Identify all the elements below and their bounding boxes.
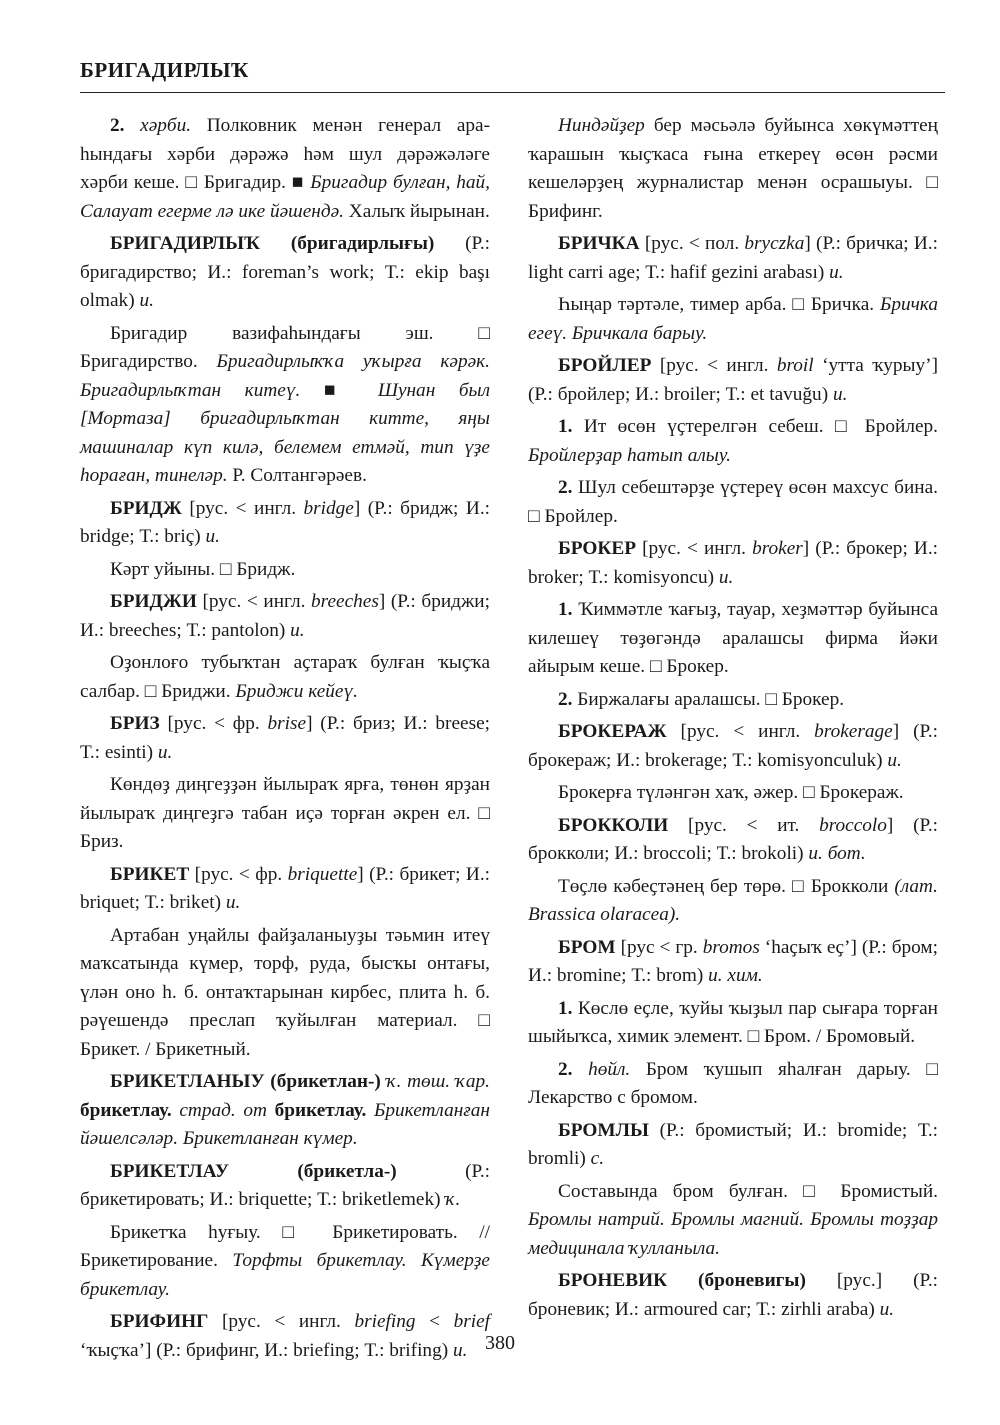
body-text: Кәрт уйыны. □ Бридж.: [110, 558, 296, 580]
dictionary-paragraph: [80, 1219, 490, 1305]
body-text: Оҙонлоғо тубыҡтан аҫтараҡ булған ҡыҫҡа салбар. □ Бриджи.: [80, 652, 490, 702]
body-text: (Р.: брикетировать; И.: briquette; Т.: briketlemek): [80, 1160, 490, 1210]
dictionary-paragraph: [528, 291, 938, 348]
body-text: ] (Р.: брокераж; И.: brokerage; Т.: komisyonculuk): [528, 721, 938, 771]
dictionary-paragraph: [528, 1117, 938, 1174]
body-text: ‘ҡыҫҡа’] (Р.: брифинг, И.: briefing; Т.: brifing): [80, 1339, 453, 1361]
italic-text: briefing: [354, 1311, 416, 1332]
dictionary-paragraph: [80, 649, 490, 706]
body-text: [рус. < ингл.: [196, 591, 312, 612]
body-text: Артабан уңайлы файҙаланыуҙы тәьмин итеү маҡсатында күмер, торф, руда, бысҡы онтағы, үлән оно һ. б. онтаҡтарынан кирбес, плита һ. б. рәүешендә преслап ҡуйылған материал. □ Брикет. / Брикетный.: [80, 924, 490, 1060]
headword: БРОКЕРАЖ: [558, 721, 667, 742]
dictionary-paragraph: [528, 535, 938, 592]
dictionary-paragraph: [528, 230, 938, 287]
italic-text: (лат.: [894, 875, 938, 897]
headword: 2.: [558, 477, 573, 498]
italic-text: и.: [879, 1298, 895, 1320]
page-number: 380: [485, 1332, 515, 1354]
italic-text: brief: [453, 1311, 490, 1332]
headword: 1.: [558, 997, 573, 1019]
body-text: (Р.: бромистый; И.: bromide; Т.: bromli): [528, 1119, 938, 1169]
headword: БРОККОЛИ: [558, 814, 669, 836]
dictionary-paragraph: [80, 1158, 490, 1215]
body-text: Шул себештәрҙе үҫтереү өсөн махсус бина. □ Бройлер.: [528, 477, 938, 527]
dictionary-paragraph: [528, 352, 938, 409]
body-text: бер мәсьәлә буйынса хөкүмәттең ҡарашын ҡыҫҡаса ғына еткереү өсөн рәсми кешеләрҙең журналистар менән осрашыуы. □ Брифинг.: [528, 115, 938, 222]
headword: БРИКЕТЛАНЫУ (брикетлан-): [110, 1071, 381, 1092]
italic-text: Бромлы натрий. Бромлы магний. Бромлы тоҙҙар медицинала ҡулланыла.: [528, 1209, 938, 1259]
dictionary-paragraph: [80, 771, 490, 857]
body-text: ] (Р.: брокер; И.: broker; Т.: komisyoncu): [528, 538, 938, 588]
body-text: Ҡиммәтле ҡағыҙ, тауар, хеҙмәттәр буйынса килешеү төҙөгәндә аралашсы фирма йәки айырым кеше. □ Брокер.: [528, 599, 938, 677]
italic-text: Бройлерҙар һатып алыу.: [528, 444, 731, 466]
italic-text: и. бот.: [808, 843, 866, 864]
italic-text: и.: [157, 741, 173, 763]
body-text: [572, 1059, 588, 1080]
body-text: Халыҡ йырынан.: [343, 200, 490, 222]
dictionary-paragraph: [80, 112, 490, 226]
headword: БРОЙЛЕР: [558, 355, 652, 376]
body-text: Көслө еҫле, ҡуйы ҡыҙыл пар сығара торған шыйыҡса, химик элемент. □ Бром. / Бромовый.: [528, 997, 938, 1047]
headword: БРОМЛЫ: [558, 1119, 649, 1141]
headword: БРИДЖ: [110, 497, 182, 519]
body-text: ] (Р.: брикет; И.: briquet; Т.: briket): [80, 863, 490, 913]
dictionary-paragraph: [528, 779, 938, 808]
body-text: [рус. < ингл.: [636, 538, 753, 559]
italic-text: Шунан был [Мортаза] бригадирлыҡтан китте, яңы машиналар күп килә, белемем етмәй, тип үҙе һораған, тинеләр.: [80, 379, 490, 486]
italic-text: Бригадир булған, һай, Салауат егерме лә ике йәшендә.: [80, 172, 490, 222]
body-text: Ит өсөн үҫтерелгән себеш. □ Бройлер.: [572, 416, 938, 437]
italic-text: bridge: [303, 497, 354, 519]
italic-text: Brassica olaracea).: [528, 904, 681, 925]
dictionary-paragraph: [80, 710, 490, 767]
body-text: [рус. < пол.: [639, 233, 745, 254]
italic-text: и.: [887, 749, 902, 771]
header-rule: [80, 92, 945, 93]
dictionary-paragraph: [528, 1267, 938, 1324]
headword: 1.: [558, 599, 573, 620]
dictionary-paragraph: [528, 596, 938, 682]
body-text: Биржалағы аралашсы. □ Брокер.: [572, 688, 845, 710]
body-text: ] (Р.: брокколи; И.: broccoli; Т.: brokoli): [528, 814, 938, 864]
italic-text: Торфты брикетлау. Күмерҙе брикетлау.: [80, 1250, 490, 1300]
italic-text: хәрби.: [140, 115, 192, 136]
dictionary-paragraph: [80, 922, 490, 1065]
body-text: [рус.] (Р.: броневик; И.: armoured car; Т.: zirhli araba): [528, 1270, 938, 1320]
headword: БРОМ: [558, 936, 616, 958]
dictionary-paragraph: [80, 588, 490, 645]
italic-text: bryczka: [744, 233, 805, 254]
body-text: [рус. < ингл.: [181, 497, 304, 519]
headword: БРИЗ: [110, 713, 160, 734]
italic-text: и.: [205, 526, 220, 547]
headword: 2.: [558, 688, 573, 710]
dictionary-paragraph: [528, 934, 938, 991]
dictionary-paragraph: [528, 995, 938, 1052]
body-text: (Р.: бригадирство; И.: foreman’s work; Т.: ekip başı olmak): [80, 233, 490, 311]
body-text: [366, 1100, 374, 1121]
body-text: Бром ҡушып яһалған дарыу. □ Лекарство с бромом.: [528, 1058, 938, 1108]
italic-text: и.: [290, 619, 305, 641]
headword: БРОКЕР: [558, 538, 637, 559]
body-text: Бригадир вазифаһындағы эш. □ Бригадирство.: [80, 322, 490, 372]
body-text: [рус. < ингл.: [208, 1311, 355, 1332]
headword: БРИЧКА: [558, 233, 640, 254]
headword: брикетлау.: [80, 1099, 172, 1121]
dictionary-paragraph: [528, 112, 938, 226]
left-column: [80, 112, 490, 1369]
italic-text: Бриджи кейеү.: [235, 680, 358, 702]
body-text: ‘утта ҡурыу’] (Р.: бройлер; И.: broiler; Т.: et tavuğu): [528, 355, 938, 405]
headword: брикетлау.: [274, 1099, 367, 1121]
dictionary-paragraph: [528, 718, 938, 775]
body-text: Составында бром булған. □ Бромистый.: [558, 1180, 938, 1202]
italic-text: и. хим.: [708, 965, 763, 986]
dictionary-paragraph: [80, 320, 490, 491]
body-text: ] (Р.: бриджи; И.: breeches; Т.: pantolon): [80, 591, 490, 641]
dictionary-paragraph: [528, 873, 938, 930]
italic-text: broil: [776, 355, 814, 376]
dictionary-paragraph: [528, 413, 938, 470]
body-text: ] (Р.: бриз; И.: breese; Т.: esinti): [80, 713, 490, 763]
italic-text: Брикетланған йәшелсәләр. Брикетланған күмер.: [80, 1099, 490, 1149]
headword: БРИКЕТ: [110, 863, 190, 885]
body-text: Һыңар тәртәле, тимер арба. □ Бричка.: [558, 294, 880, 315]
headword: БРИКЕТЛАУ (брикетла-): [110, 1160, 397, 1182]
headword: БРИФИНГ: [110, 1311, 209, 1332]
italic-text: brise: [267, 713, 307, 734]
dictionary-paragraph: [528, 686, 938, 715]
italic-text: и.: [718, 566, 734, 588]
italic-text: Бричка егеү. Бричкала барыу.: [528, 294, 938, 344]
headword: 2.: [110, 115, 141, 136]
body-text: [рус. < ингл.: [666, 721, 815, 742]
body-text: Р. Солтангәрәев.: [227, 465, 367, 486]
body-text: <: [415, 1311, 454, 1332]
headword: БРИДЖИ: [110, 591, 197, 612]
headword: 2.: [558, 1058, 573, 1080]
italic-text: bromos: [702, 936, 760, 958]
italic-text: ҡ.: [445, 1189, 461, 1210]
headword: БРИГАДИРЛЫҠ (бригадирлығы): [110, 233, 435, 254]
body-text: Брокерға түләнгән хаҡ, әжер. □ Брокераж.: [558, 782, 904, 803]
body-text: ] (Р.: бричка; И.: light carri age; Т.: hafif gezini arabası): [528, 233, 938, 283]
headword: БРОНЕВИК (броневигы): [558, 1270, 806, 1291]
body-text: [рус. < фр.: [159, 713, 268, 734]
headword: 1.: [558, 416, 573, 437]
body-text: [рус. < ит.: [668, 814, 820, 836]
italic-text: breeches: [311, 591, 379, 612]
body-text: Төҫлө кәбеҫтәнең бер төрө. □ Брокколи: [558, 875, 895, 897]
dictionary-paragraph: [80, 495, 490, 552]
italic-text: и.: [829, 261, 844, 283]
italic-text: Бригадирлыҡҡа уҡырға кәрәк. Бригадирлыҡтан китеү.: [80, 351, 490, 401]
dictionary-paragraph: [528, 474, 938, 531]
body-text: [рус < гр.: [615, 936, 703, 958]
italic-text: и.: [225, 892, 241, 913]
dictionary-paragraph: [528, 1178, 938, 1264]
running-head: БРИГАДИРЛЫҠ: [80, 58, 249, 82]
italic-text: и.: [832, 383, 848, 405]
dictionary-paragraph: [80, 861, 490, 918]
body-text: [рус. < ингл.: [651, 355, 777, 376]
italic-text: brokerage: [814, 721, 893, 742]
body-text: Көндөҙ диңгеҙҙән йылыраҡ ярға, төнөн ярҙан йылыраҡ диңгеҙгә табан иҫә торған әкрен ел. □ Бриз.: [80, 774, 490, 852]
italic-text: Ниндәйҙер: [558, 115, 645, 136]
italic-text: страд. от: [179, 1099, 267, 1121]
dictionary-paragraph: [80, 1068, 490, 1154]
body-text: ‘һаҫыҡ еҫ’] (Р.: бром; И.: bromine; Т.: brom): [528, 936, 938, 986]
body-text: [рус. < фр.: [189, 863, 288, 885]
italic-text: һөйл.: [588, 1058, 631, 1080]
dictionary-paragraph: [528, 1056, 938, 1113]
dictionary-paragraph: [80, 230, 490, 316]
italic-text: briquette: [287, 863, 358, 885]
body-text: [267, 1100, 275, 1121]
body-text: ■: [300, 379, 378, 401]
body-text: Полковник менән генерал араһындағы хәрби дәрәжә һәм шул дәрәжәләге хәрби кеше. □ Бригадир. ■: [80, 115, 491, 193]
dictionary-paragraph: [528, 812, 938, 869]
italic-text: и.: [139, 290, 154, 311]
italic-text: ҡ. төш. ҡар.: [386, 1071, 491, 1092]
body-text: ] (Р.: бридж; И.: bridge; Т.: briç): [80, 497, 490, 547]
dictionary-paragraph: [80, 556, 490, 585]
italic-text: broccolo: [819, 814, 887, 836]
italic-text: с.: [590, 1148, 605, 1169]
body-text: Брикетҡа һуғыу. □ Брикетировать. // Брикетирование.: [80, 1221, 490, 1271]
right-column: [528, 112, 938, 1328]
italic-text: и.: [452, 1339, 468, 1361]
italic-text: broker: [752, 538, 803, 559]
